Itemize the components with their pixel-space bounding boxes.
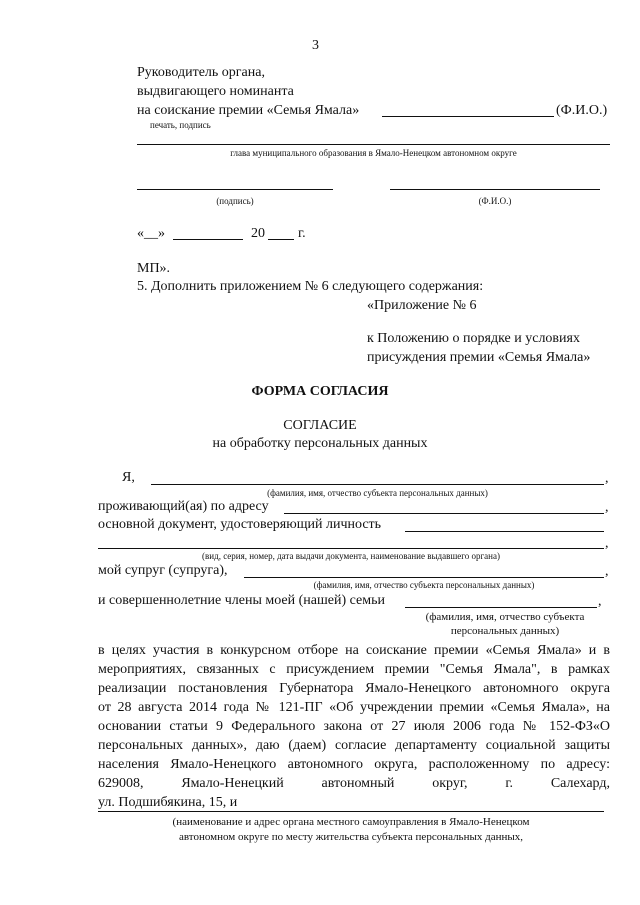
- form-title: ФОРМА СОГЛАСИЯ: [251, 384, 389, 399]
- date-day: «__»: [137, 226, 165, 241]
- authority-field[interactable]: [98, 811, 604, 812]
- address-label: проживающий(ая) по адресу: [98, 499, 269, 514]
- family-caption-2: персональных данных): [450, 625, 560, 637]
- spouse-caption: (фамилия, имя, отчество субъекта персональных данных): [313, 580, 535, 590]
- comma: ,: [605, 500, 609, 515]
- body-line-5: основании статьи 9 Федерального закона от 27 июля 2006 года № 152-ФЗ«О: [98, 719, 610, 734]
- header-line-3: на соискание премии «Семья Ямала»: [137, 103, 360, 118]
- body-line-8: 629008, Ямало-Ненецкий автономный округ, г. Салехард,: [98, 776, 610, 791]
- signature-caption: (подпись): [216, 196, 254, 206]
- body-line-9: ул. Подшибякина, 15, и: [98, 795, 238, 810]
- comma: ,: [605, 564, 609, 579]
- date-month-line[interactable]: [173, 239, 243, 240]
- consent-subtitle: на обработку персональных данных: [212, 436, 428, 451]
- family-caption-1: (фамилия, имя, отчество субъекта: [425, 611, 585, 623]
- head-line[interactable]: [137, 144, 610, 145]
- header-line-2: выдвигающего номинанта: [137, 84, 294, 99]
- family-label: и совершеннолетние члены моей (нашей) семьи: [98, 593, 385, 608]
- signature-line[interactable]: [137, 189, 333, 190]
- spouse-label: мой супруг (супруга),: [98, 563, 228, 578]
- appendix-title: «Приложение № 6: [367, 298, 477, 313]
- body-line-1: в целях участия в конкурсном отборе на соискание премии «Семья Ямала» и в: [98, 643, 610, 658]
- item-5: 5. Дополнить приложением № 6 следующего содержания:: [137, 279, 484, 294]
- fio-caption: (Ф.И.О.): [478, 196, 512, 206]
- full-name-caption: (фамилия, имя, отчество субъекта персональных данных): [267, 488, 488, 498]
- address-field[interactable]: [284, 513, 604, 514]
- footer-caption-2: автономном округе по месту жительства субъекта персональных данных,: [179, 831, 523, 843]
- date-year-line[interactable]: [268, 239, 294, 240]
- date-g: г.: [298, 226, 306, 241]
- head-caption: глава муниципального образования в Ямало-Ненецком автономном округе: [230, 148, 517, 158]
- document-label: основной документ, удостоверяющий личность: [98, 517, 382, 532]
- i-label: Я,: [122, 470, 135, 485]
- comma: ,: [605, 471, 609, 486]
- nominator-signature-line[interactable]: [382, 116, 554, 117]
- appendix-line-2: присуждения премии «Семья Ямала»: [367, 350, 591, 365]
- footer-caption-1: (наименование и адрес органа местного самоуправления в Ямало-Ненецком: [172, 816, 530, 828]
- fio-line[interactable]: [390, 189, 600, 190]
- body-line-3: реализации постановления Губернатора Ямало-Ненецкого автономного округа: [98, 681, 610, 696]
- comma: ,: [605, 536, 609, 551]
- spouse-field[interactable]: [244, 577, 604, 578]
- family-field[interactable]: [405, 607, 597, 608]
- body-line-4: от 28 августа 2014 года № 121-ПГ «Об учреждении премии «Семья Ямала», на: [98, 700, 610, 715]
- body-line-2: мероприятиях, связанных с присуждением премии "Семья Ямала", в рамках: [98, 662, 610, 677]
- full-name-field[interactable]: [151, 484, 604, 485]
- mp-label: МП».: [137, 261, 171, 276]
- document-field[interactable]: [405, 531, 604, 532]
- comma: ,: [598, 594, 602, 609]
- appendix-line-1: к Положению о порядке и условиях: [367, 331, 580, 346]
- consent-title: СОГЛАСИЕ: [283, 418, 357, 433]
- fio-label: (Ф.И.О.): [556, 103, 608, 118]
- body-line-6: персональных данных», даю (даем) согласие департаменту социальной защиты: [98, 738, 610, 753]
- page-number: 3: [312, 38, 319, 53]
- body-line-7: населения Ямало-Ненецкого автономного округа, расположенному по адресу:: [98, 757, 610, 772]
- header-line-1: Руководитель органа,: [137, 65, 265, 80]
- document-caption: (вид, серия, номер, дата выдачи документа, наименование выдавшего органа): [202, 551, 500, 561]
- date-year-prefix: 20: [251, 226, 265, 241]
- seal-signature-caption: печать, подпись: [150, 120, 211, 130]
- document-field-continued[interactable]: [98, 548, 604, 549]
